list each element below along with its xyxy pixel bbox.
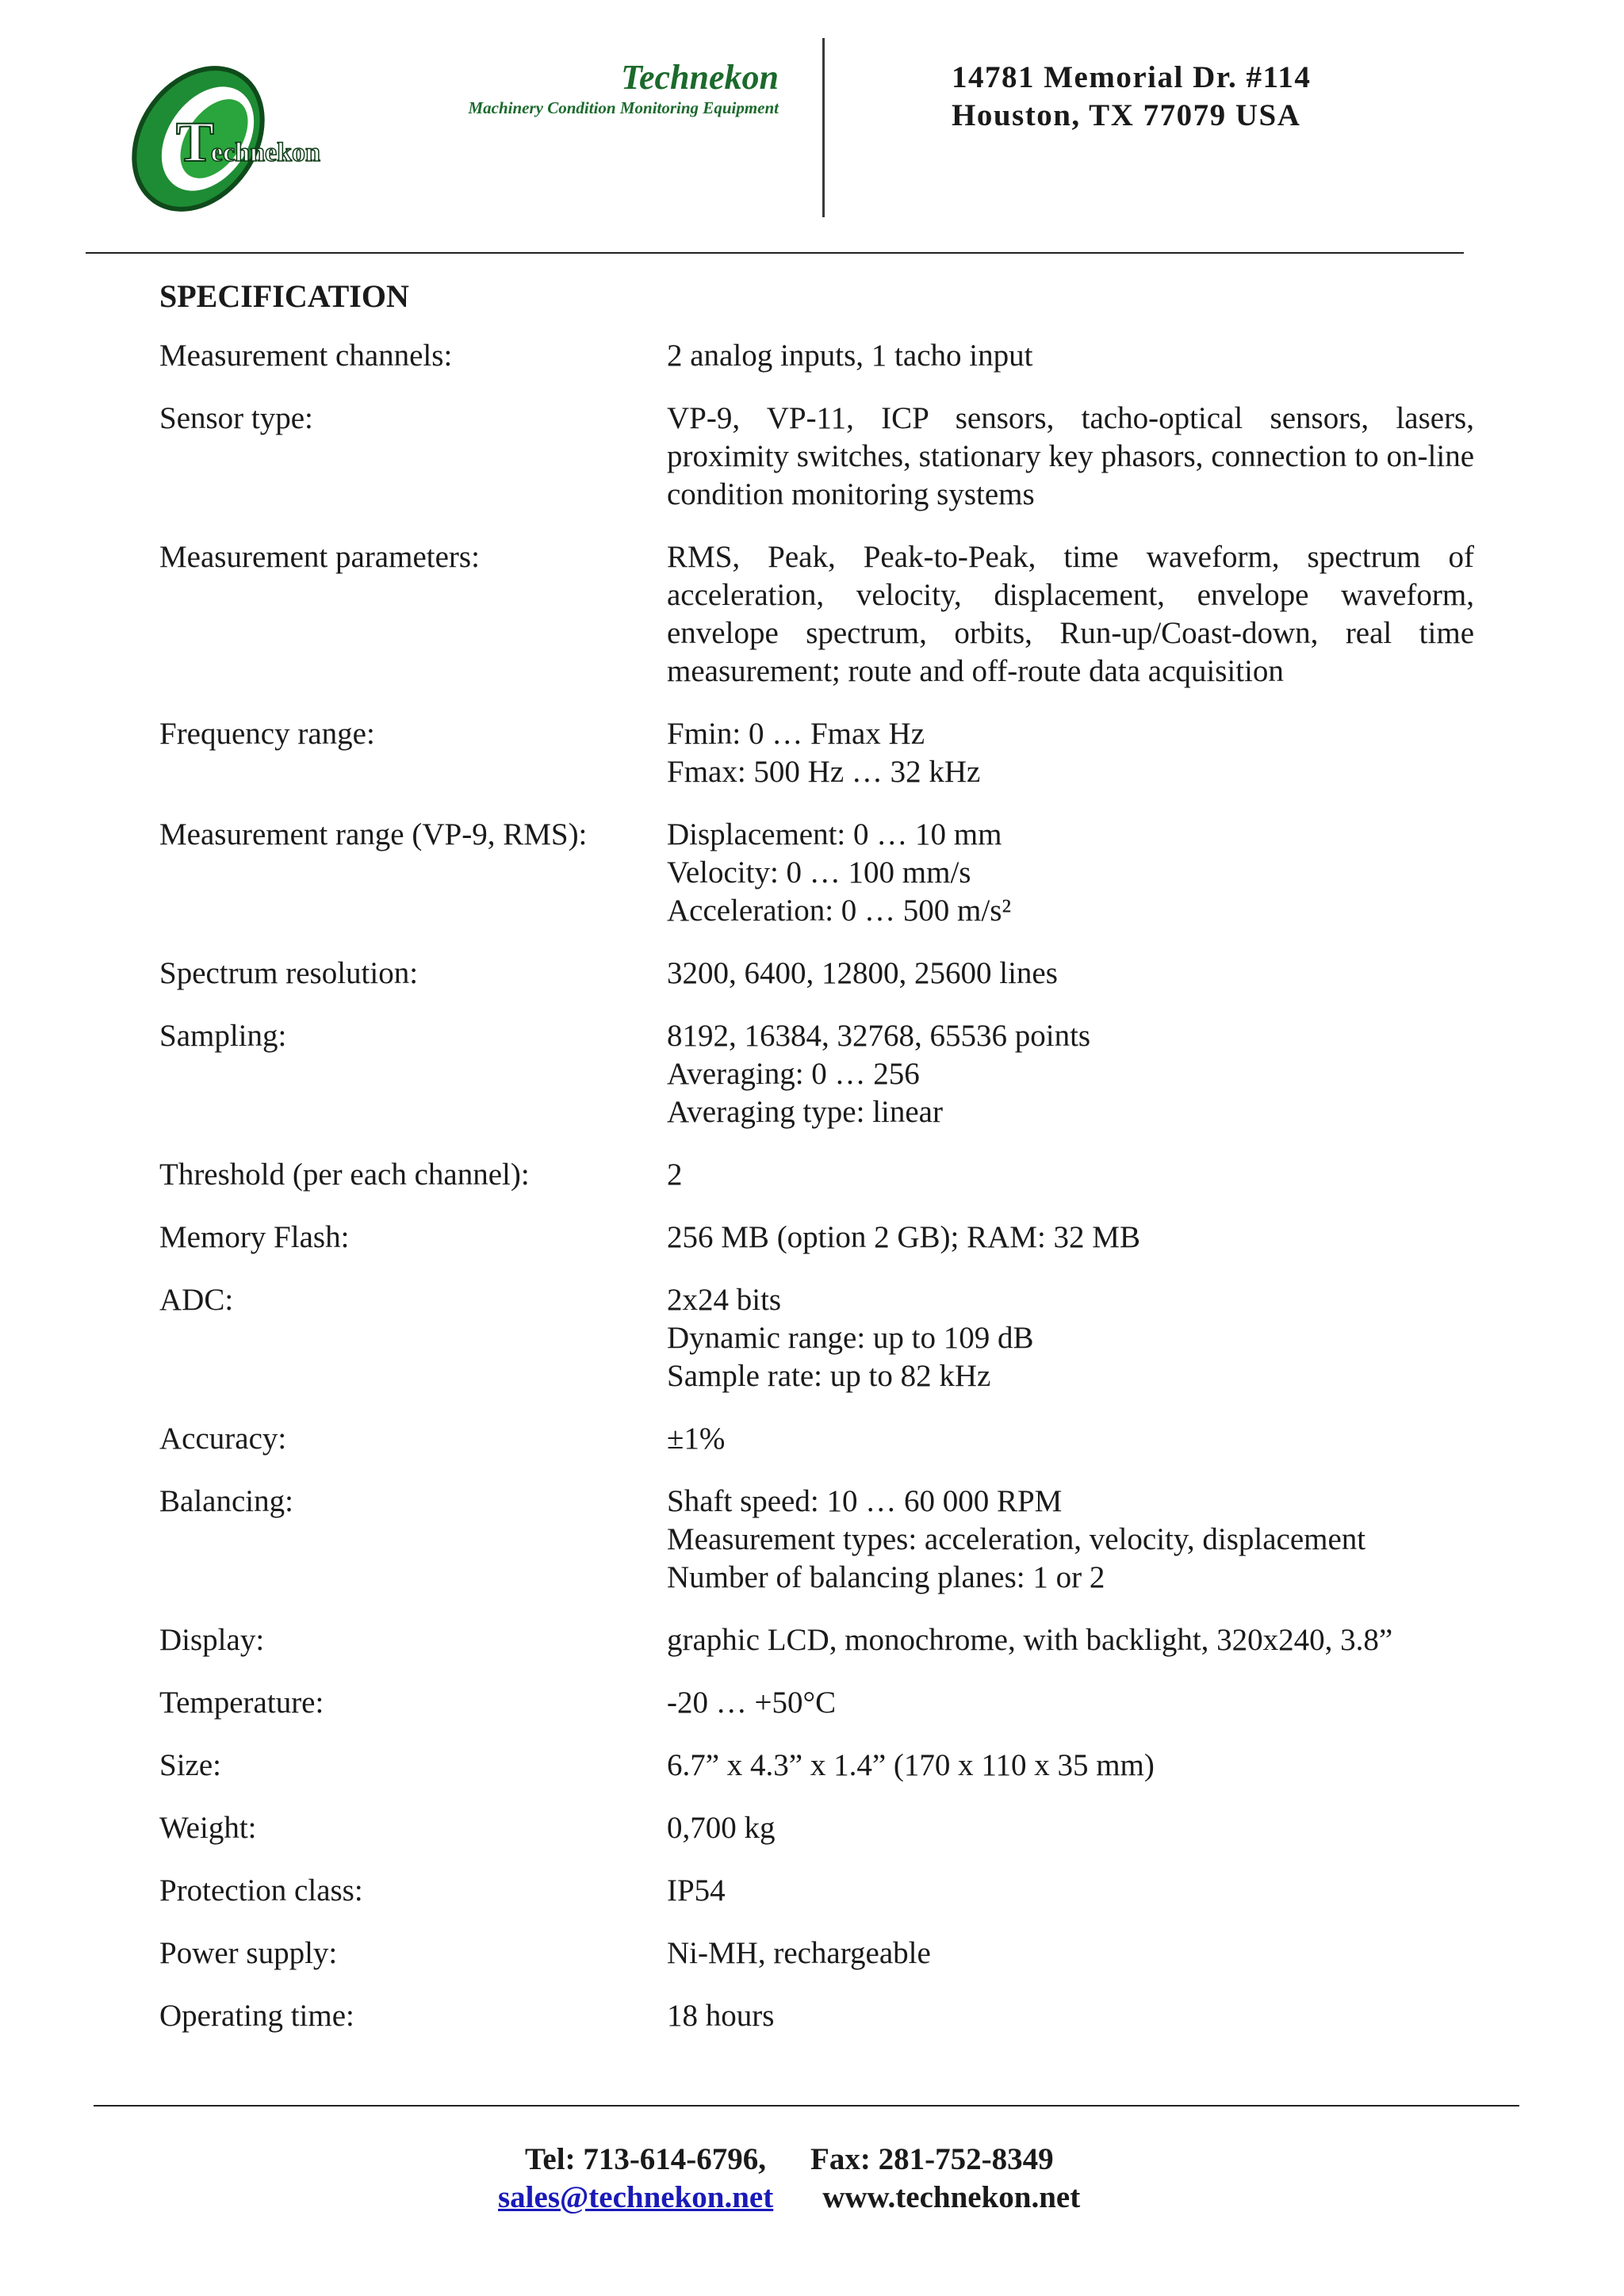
spec-row	[159, 1219, 1474, 1257]
spec-value	[667, 1420, 1474, 1458]
spec-row	[159, 538, 1474, 691]
brand-name: Technekon	[621, 58, 779, 97]
spec-heading: SPECIFICATION	[159, 278, 409, 314]
spec-row	[159, 1017, 1474, 1131]
spec-value-line: Averaging type: linear	[667, 1095, 943, 1129]
spec-row	[159, 337, 1474, 375]
svg-text:T: T	[176, 110, 215, 174]
spec-value-line: Fmax: 500 Hz … 32 kHz	[667, 755, 981, 789]
address-line-2: Houston, TX 77079 USA	[952, 98, 1301, 132]
spec-row	[159, 1621, 1474, 1659]
spec-value	[667, 1997, 1474, 2035]
spec-value-line: Averaging: 0 … 256	[667, 1057, 920, 1091]
spec-value-line: 3200, 6400, 12800, 25600 lines	[667, 956, 1058, 990]
spec-label: Measurement channels:	[159, 339, 453, 373]
spec-value-line: Velocity: 0 … 100 mm/s	[667, 855, 971, 890]
spec-value-line: Measurement types: acceleration, velocity, displacement	[667, 1522, 1366, 1556]
spec-label: Measurement parameters:	[159, 540, 480, 574]
spec-value-line: Number of balancing planes: 1 or 2	[667, 1560, 1105, 1594]
spec-value-line: 2x24 bits	[667, 1283, 782, 1317]
spec-label: Power supply:	[159, 1936, 338, 1970]
spec-label: Weight:	[159, 1811, 257, 1845]
spec-row	[159, 1156, 1474, 1194]
spec-label: Memory Flash:	[159, 1220, 350, 1254]
spec-value	[667, 1809, 1474, 1847]
spec-value	[667, 1219, 1474, 1257]
address-line-1: 14781 Memorial Dr. #114	[952, 60, 1312, 94]
spec-value-line: VP-9, VP-11, ICP sensors, tacho-optical sensors, lasers, proximity switches, stationary key phasors, connection to on-line condition monitoring systems	[667, 401, 1474, 511]
spec-value-line: 2	[667, 1158, 683, 1192]
spec-label: Measurement range (VP-9, RMS):	[159, 817, 588, 851]
spec-value-line: RMS, Peak, Peak-to-Peak, time waveform, spectrum of acceleration, velocity, displacement, envelope waveform, envelope spectrum, orbits, Run-up/Coast-down, real time measurement; route and off-route data acquisition	[667, 540, 1474, 688]
spec-value-line: -20 … +50°C	[667, 1686, 837, 1720]
spec-value-line: 6.7” x 4.3” x 1.4” (170 x 110 x 35 mm)	[667, 1748, 1155, 1782]
spec-value-line: ±1%	[667, 1422, 726, 1456]
footer-fax: Fax: 281-752-8349	[810, 2142, 1054, 2176]
spec-label: Operating time:	[159, 1999, 354, 2033]
spec-value	[667, 1281, 1474, 1395]
spec-value	[667, 337, 1474, 375]
spec-row	[159, 1872, 1474, 1910]
spec-value	[667, 1684, 1474, 1722]
spec-row	[159, 955, 1474, 993]
spec-value-line: Shaft speed: 10 … 60 000 RPM	[667, 1484, 1063, 1518]
spec-row	[159, 1934, 1474, 1973]
spec-value-line: 2 analog inputs, 1 tacho input	[667, 339, 1033, 373]
spec-value-line: 8192, 16384, 32768, 65536 points	[667, 1019, 1091, 1053]
header-divider-vertical	[822, 38, 825, 217]
spec-value	[667, 1934, 1474, 1973]
spec-value	[667, 1483, 1474, 1597]
spec-value-line: Sample rate: up to 82 kHz	[667, 1359, 991, 1393]
spec-row	[159, 715, 1474, 791]
spec-value-line: Ni-MH, rechargeable	[667, 1936, 931, 1970]
spec-row	[159, 1747, 1474, 1785]
spec-value-line: graphic LCD, monochrome, with backlight, 320x240, 3.8”	[667, 1623, 1393, 1657]
spec-label: Protection class:	[159, 1873, 363, 1908]
spec-value-line: Dynamic range: up to 109 dB	[667, 1321, 1034, 1355]
spec-value	[667, 1621, 1474, 1659]
spec-label: Sensor type:	[159, 401, 313, 435]
spec-value	[667, 1872, 1474, 1910]
spec-label: Balancing:	[159, 1484, 293, 1518]
spec-label: Temperature:	[159, 1686, 324, 1720]
footer-divider	[94, 2105, 1519, 2107]
technekon-logo	[119, 59, 381, 218]
spec-label: Display:	[159, 1623, 265, 1657]
spec-row	[159, 400, 1474, 514]
spec-value-line: IP54	[667, 1873, 726, 1908]
spec-value-line: 18 hours	[667, 1999, 775, 2033]
spec-label: Size:	[159, 1748, 221, 1782]
spec-value-line: Displacement: 0 … 10 mm	[667, 817, 1002, 851]
spec-label: Threshold (per each channel):	[159, 1158, 530, 1192]
footer-email-link[interactable]: sales@technekon.net	[498, 2180, 774, 2214]
spec-label: Accuracy:	[159, 1422, 287, 1456]
spec-label: ADC:	[159, 1283, 234, 1317]
footer-tel: Tel: 713-614-6796,	[525, 2142, 767, 2176]
company-address	[952, 59, 1311, 135]
header-divider	[86, 252, 1464, 254]
spec-table	[159, 337, 1474, 2060]
spec-row	[159, 1997, 1474, 2035]
spec-value-line: Acceleration: 0 … 500 m/s²	[667, 894, 1012, 928]
spec-row	[159, 1483, 1474, 1597]
logo-emblem-icon	[119, 59, 381, 218]
spec-row	[159, 1809, 1474, 1847]
svg-text:echnekon: echnekon	[211, 138, 320, 167]
spec-value-line: 256 MB (option 2 GB); RAM: 32 MB	[667, 1220, 1140, 1254]
spec-label: Sampling:	[159, 1019, 287, 1053]
spec-value	[667, 816, 1474, 930]
spec-value	[667, 1156, 1474, 1194]
spec-value	[667, 538, 1474, 691]
spec-value	[667, 1747, 1474, 1785]
spec-value	[667, 400, 1474, 514]
spec-value	[667, 955, 1474, 993]
spec-label: Spectrum resolution:	[159, 956, 419, 990]
spec-row	[159, 816, 1474, 930]
spec-row	[159, 1281, 1474, 1395]
spec-value	[667, 715, 1474, 791]
spec-row	[159, 1684, 1474, 1722]
spec-value	[667, 1017, 1474, 1131]
page-header	[0, 0, 1624, 262]
spec-value-line: 0,700 kg	[667, 1811, 776, 1845]
spec-row	[159, 1420, 1474, 1458]
footer-website: www.technekon.net	[822, 2180, 1081, 2214]
spec-value-line: Fmin: 0 … Fmax Hz	[667, 717, 925, 751]
brand-tagline: Machinery Condition Monitoring Equipment	[468, 98, 779, 117]
spec-label: Frequency range:	[159, 717, 375, 751]
